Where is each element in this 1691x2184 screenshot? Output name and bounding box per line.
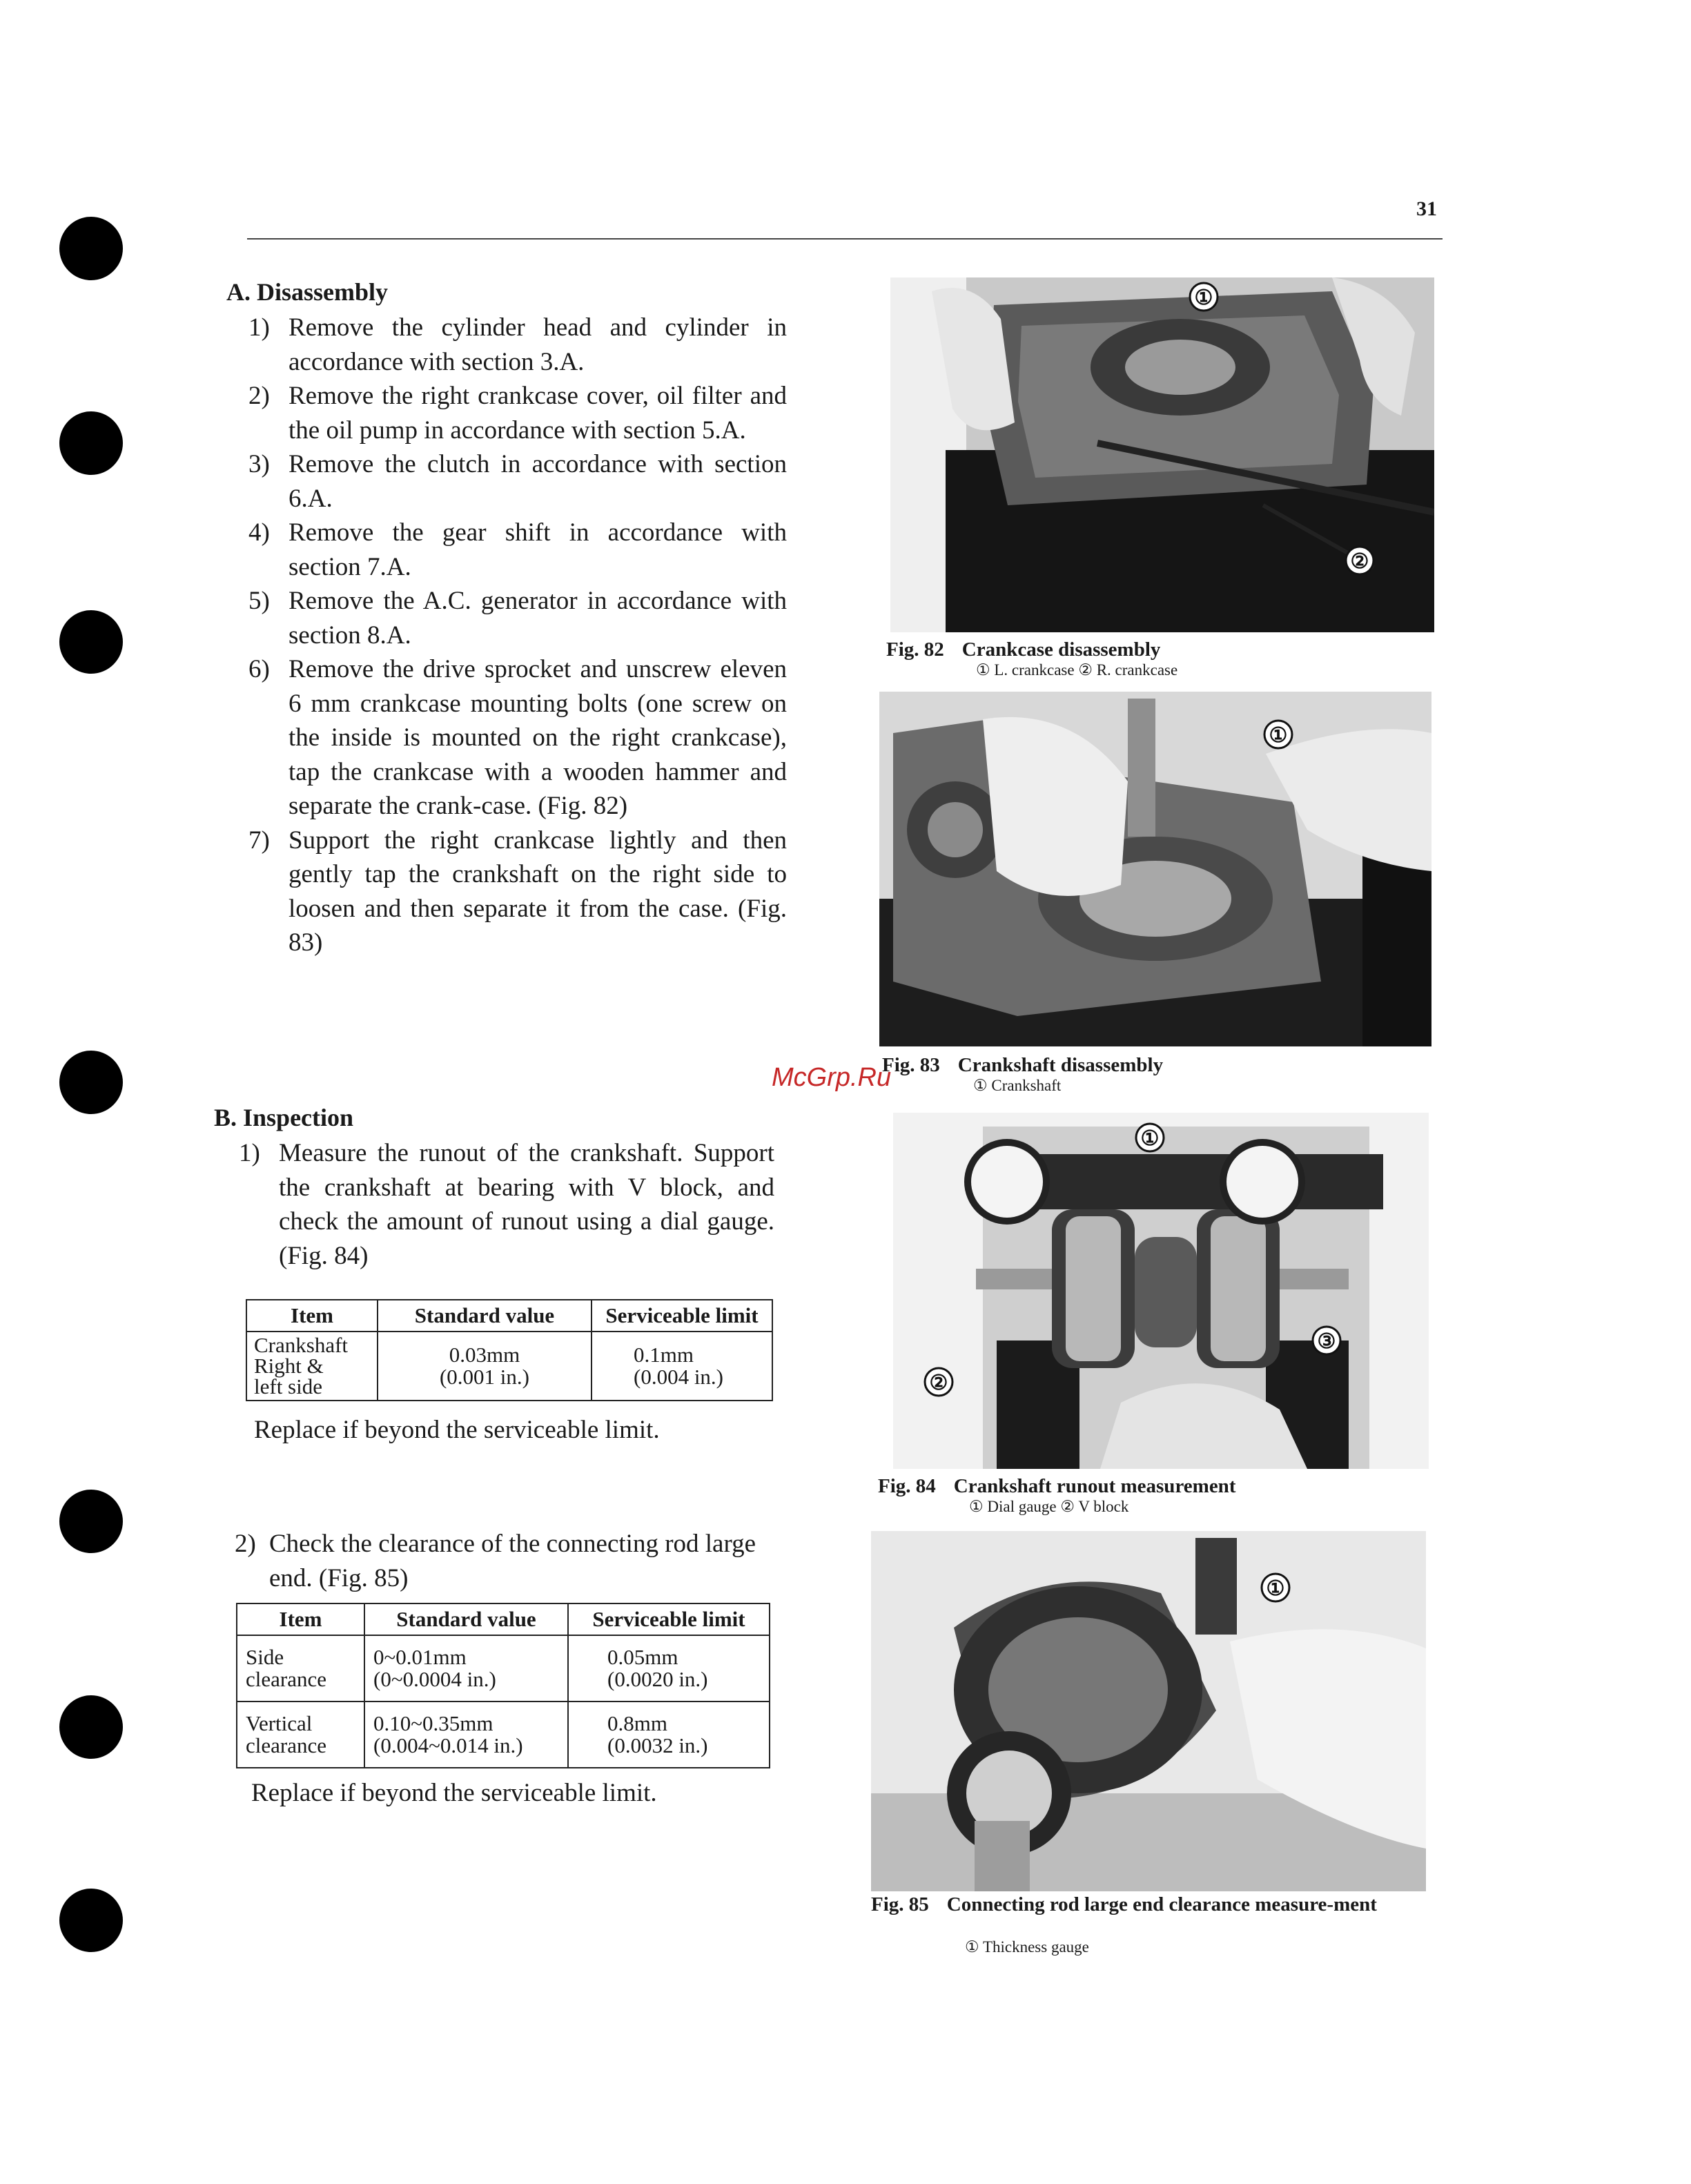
disassembly-steps	[248, 311, 787, 960]
fig-83-legend: ① Crankshaft	[973, 1077, 1062, 1094]
table-cell: Side clearance	[237, 1635, 364, 1702]
table-cell: 0.05mm (0.0020 in.)	[568, 1635, 770, 1702]
fig-85-photo	[871, 1531, 1426, 1891]
fig-85-legend: ① Thickness gauge	[965, 1938, 1089, 1956]
table-header: Item	[246, 1300, 378, 1332]
callout-label: ②	[929, 1372, 948, 1394]
table-cell: 0.8mm (0.0032 in.)	[568, 1702, 770, 1768]
fig-82-legend: ① L. crankcase ② R. crankcase	[976, 661, 1178, 679]
step-item: 4) Remove the gear shift in accordance with section 7.A.	[248, 518, 787, 581]
watermark: McGrp.Ru	[772, 1063, 892, 1092]
callout-label: ①	[1269, 724, 1288, 747]
fig-82-photo	[890, 277, 1434, 632]
table-cell: 0.1mm (0.004 in.)	[592, 1332, 772, 1401]
inspection-step-2: 2) Check the clearance of the connecting rod large end. (Fig. 85)	[235, 1530, 756, 1592]
table-row	[237, 1635, 770, 1702]
section-b-heading: B. Inspection	[214, 1104, 354, 1131]
table-row	[237, 1702, 770, 1768]
callout-label: ①	[1266, 1577, 1285, 1600]
fig-85-caption: Fig. 85 Connecting rod large end clearance measure-ment	[871, 1893, 1377, 1915]
fig-83-photo	[879, 692, 1431, 1046]
step-item: 6) Remove the drive sprocket and unscrew eleven 6 mm crankcase mounting bolts (one screw on the inside is mounted on the right crankcase), tap the crankcase with a wooden hammer and separate the crank-case. (Fig. 82)	[248, 655, 787, 820]
table-cell: Crankshaft Right & left side	[246, 1332, 378, 1401]
callout-label: ②	[1350, 550, 1369, 573]
runout-spec-table	[246, 1299, 773, 1401]
table-cell: 0.03mm (0.001 in.)	[378, 1332, 592, 1401]
table-cell: Vertical clearance	[237, 1702, 364, 1768]
replace-note: Replace if beyond the serviceable limit.	[251, 1779, 657, 1807]
page-number: 31	[1416, 197, 1437, 220]
step-item: 7) Support the right crankcase lightly and then gently tap the crankshaft on the right side to loosen and then separate it from the case. (Fig. 83)	[248, 826, 787, 957]
punch-hole	[59, 1695, 123, 1759]
table-header: Serviceable limit	[568, 1603, 770, 1635]
fig-84-caption: Fig. 84 Crankshaft runout measurement	[878, 1475, 1236, 1497]
table-row	[246, 1332, 772, 1401]
step-item: 2) Remove the right crankcase cover, oil filter and the oil pump in accordance with section 5.A.	[248, 382, 787, 445]
punch-hole	[59, 1051, 123, 1114]
table-header: Standard value	[378, 1300, 592, 1332]
step-item: 1) Remove the cylinder head and cylinder in accordance with section 3.A.	[248, 313, 787, 376]
punch-hole	[59, 411, 123, 475]
table-cell: 0.10~0.35mm (0.004~0.014 in.)	[364, 1702, 568, 1768]
clearance-spec-table	[236, 1603, 770, 1768]
table-header: Item	[237, 1603, 364, 1635]
callout-label: ③	[1317, 1330, 1336, 1353]
step-item: 5) Remove the A.C. generator in accordance with section 8.A.	[248, 587, 787, 650]
table-header: Standard value	[364, 1603, 568, 1635]
fig-83-caption: Fig. 83 Crankshaft disassembly	[882, 1054, 1164, 1076]
section-a-heading: A. Disassembly	[226, 278, 389, 306]
punch-hole	[59, 1889, 123, 1952]
fig-84-photo	[893, 1113, 1429, 1469]
step-item: 3) Remove the clutch in accordance with section 6.A.	[248, 450, 787, 513]
punch-hole	[59, 1490, 123, 1553]
punch-hole	[59, 610, 123, 674]
fig-84-legend: ① Dial gauge ② V block	[969, 1498, 1129, 1515]
table-cell: 0~0.01mm (0~0.0004 in.)	[364, 1635, 568, 1702]
callout-label: ①	[1140, 1127, 1160, 1150]
punch-hole	[59, 217, 123, 280]
callout-label: ①	[1194, 286, 1213, 309]
header-rule	[247, 238, 1443, 240]
fig-82-caption: Fig. 82 Crankcase disassembly	[886, 638, 1161, 661]
replace-note: Replace if beyond the serviceable limit.	[254, 1416, 660, 1444]
inspection-step-1: 1) Measure the runout of the crankshaft. Support the crankshaft at bearing with V block, and check the amount of runout using a dial gauge. (Fig. 84)	[239, 1139, 774, 1270]
table-header: Serviceable limit	[592, 1300, 772, 1332]
